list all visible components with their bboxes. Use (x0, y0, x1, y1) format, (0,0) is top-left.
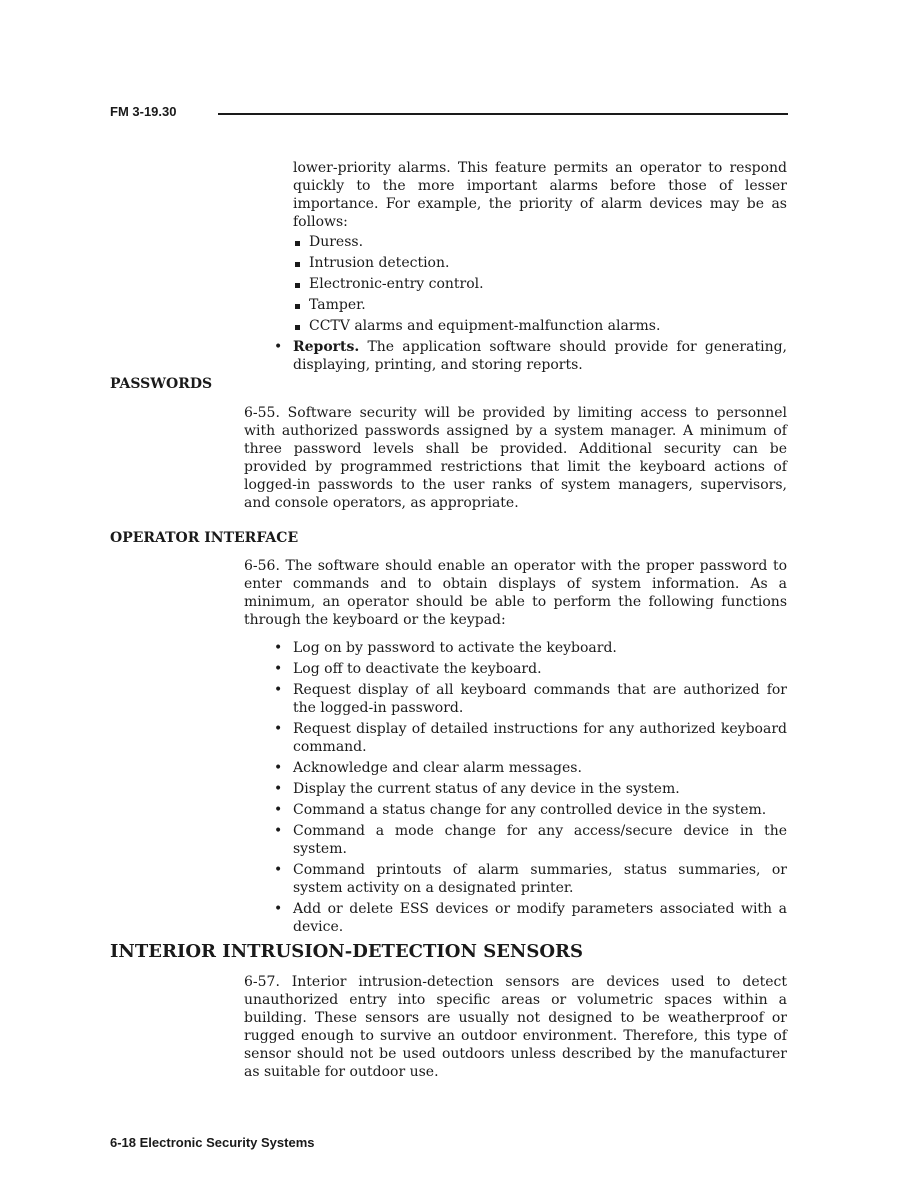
operator-interface-paragraph: 6-56. The software should enable an operator with the proper password to enter commands and to obtain displays of system information. As a minimum, an operator should be able to perform the following functions through the keyboard or the keypad: (244, 558, 787, 628)
document-code: FM 3-19.30 (110, 104, 177, 119)
intro-paragraph: lower-priority alarms. This feature permits an operator to respond quickly to the more important alarms before those of lesser importance. For example, the priority of alarm devices may be as follows: (293, 160, 787, 230)
bullet-icon: • (274, 781, 283, 797)
bullet-icon: • (274, 661, 283, 677)
interior-sensors-paragraph: 6-57. Interior intrusion-detection sensors are devices used to detect unauthorized entry into specific areas or volumetric spaces within a building. These sensors are usually not designed to be weatherproof or rugged enough to survive an outdoor environment. Therefore, this type of sensor should not be used outdoors unless described by the manufacturer as suitable for outdoor use. (244, 974, 787, 1080)
list-item: Duress. (293, 233, 787, 251)
bullet-icon: • (274, 640, 283, 656)
interior-sensors-block (244, 973, 787, 1081)
list-item: • Request display of detailed instructions for any authorized keyboard command. (274, 721, 787, 755)
list-item: Electronic-entry control. (293, 275, 787, 293)
list-item: • Log off to deactivate the keyboard. (274, 661, 542, 677)
header-rule (218, 113, 788, 115)
functions-list (274, 639, 787, 936)
reports-item (274, 338, 787, 374)
operator-interface-heading: OPERATOR INTERFACE (110, 530, 299, 546)
passwords-paragraph: 6-55. Software security will be provided by limiting access to personnel with authorized passwords assigned by a system manager. A minimum of three password levels shall be provided. Additional security can be provided by programmed restrictions that limit the keyboard actions of logged-in passwords to the user ranks of system managers, supervisors, and console operators, as appropriate. (244, 405, 787, 511)
interior-sensors-heading: INTERIOR INTRUSION-DETECTION SENSORS (110, 941, 584, 962)
reports-list (274, 338, 787, 374)
priority-list (293, 233, 787, 335)
reports-label: Reports. (293, 339, 360, 355)
bullet-icon: • (274, 862, 283, 878)
intro-block (274, 159, 787, 377)
bullet-icon: • (274, 682, 283, 698)
operator-interface-block (244, 557, 787, 629)
list-item: • Display the current status of any device in the system. (274, 781, 680, 797)
bullet-icon: • (274, 802, 283, 818)
bullet-icon: • (274, 721, 283, 737)
list-item: • Log on by password to activate the keyboard. (274, 640, 617, 656)
page-footer: 6-18 Electronic Security Systems (110, 1135, 315, 1150)
list-item: CCTV alarms and equipment-malfunction alarms. (293, 317, 787, 335)
bullet-icon: • (274, 901, 283, 917)
list-item: • Acknowledge and clear alarm messages. (274, 760, 582, 776)
bullet-icon: • (274, 760, 283, 776)
passwords-heading: PASSWORDS (110, 376, 213, 392)
passwords-block (244, 404, 787, 512)
functions-block (274, 639, 787, 939)
list-item: Intrusion detection. (293, 254, 787, 272)
list-item: • Command a mode change for any access/secure device in the system. (274, 823, 787, 857)
reports-text: The application software should provide for generating, displaying, printing, and storing reports. (293, 339, 787, 373)
bullet-icon: • (274, 339, 283, 355)
list-item: Tamper. (293, 296, 787, 314)
list-item: • Command a status change for any controlled device in the system. (274, 802, 767, 818)
list-item: • Command printouts of alarm summaries, status summaries, or system activity on a designated printer. (274, 862, 787, 896)
list-item: • Add or delete ESS devices or modify parameters associated with a device. (274, 901, 787, 935)
bullet-icon: • (274, 823, 283, 839)
list-item: • Request display of all keyboard commands that are authorized for the logged-in password. (274, 682, 787, 716)
